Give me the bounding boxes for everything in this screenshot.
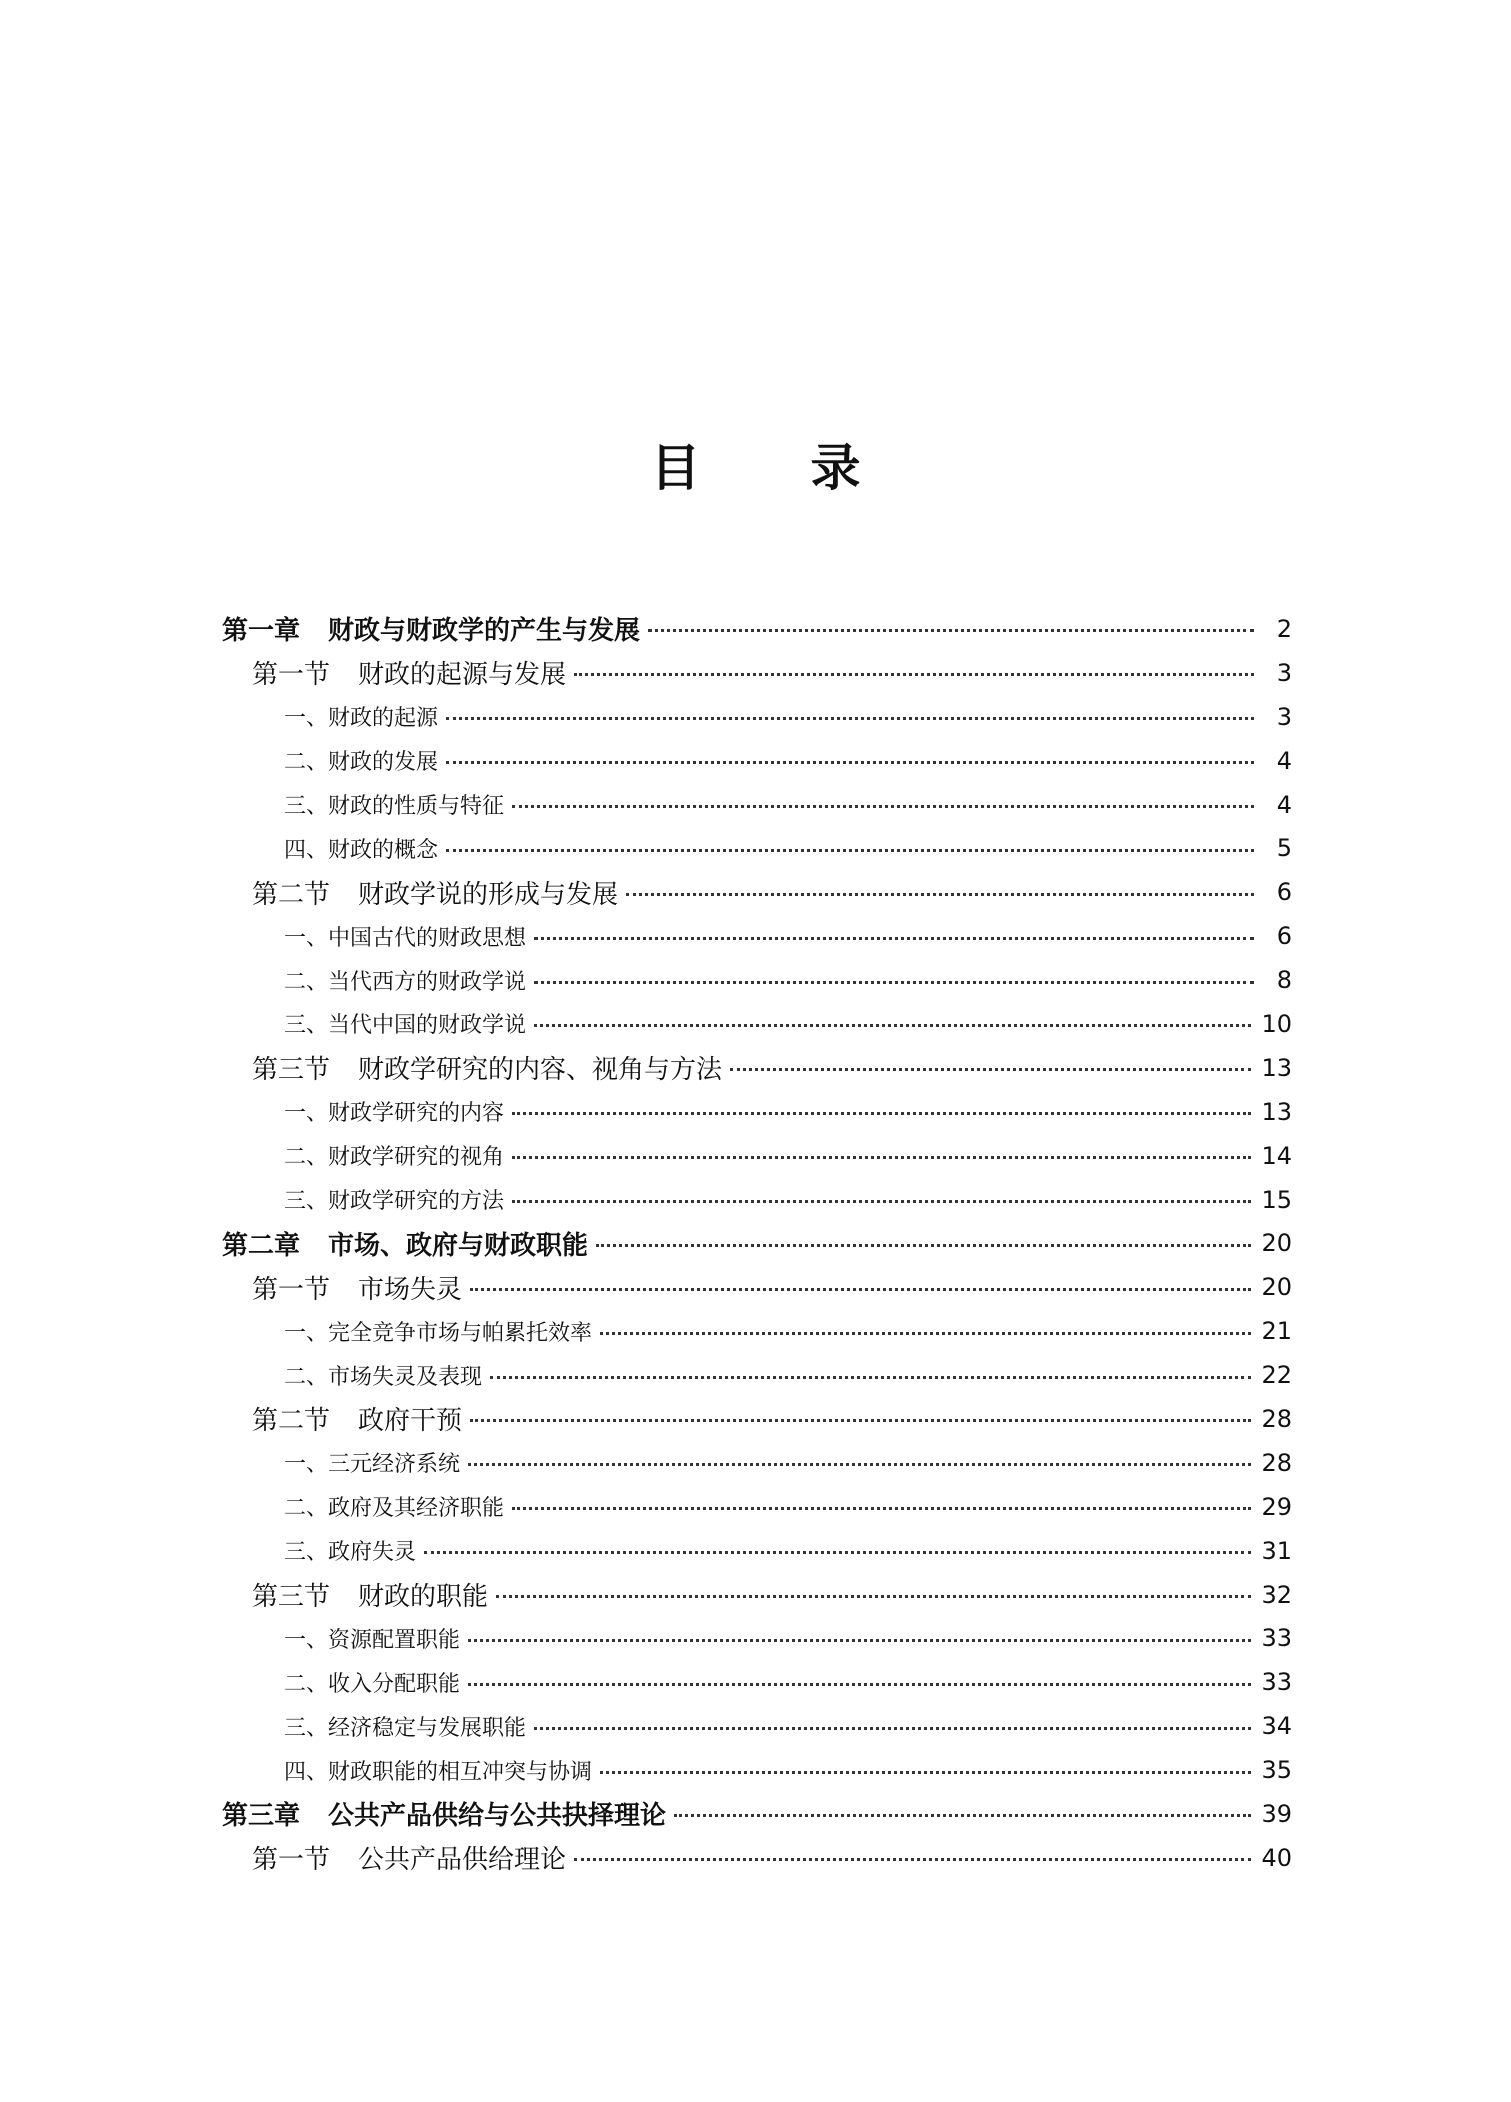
toc-section-row[interactable] [222,651,1292,695]
dot-leader [648,629,1254,632]
toc-section-row[interactable] [222,1265,1292,1309]
toc-entry-label [222,1711,526,1742]
dot-leader [512,1200,1251,1203]
toc-item-row[interactable] [222,826,1292,870]
toc-page-number: 2 [1276,614,1292,643]
toc-entry-number: 第三节 [252,1582,331,1613]
toc-item-row[interactable] [222,1748,1292,1792]
toc-entry-title: 一、完全竞争市场与帕累托效率 [284,1320,593,1346]
toc-entry-number: 第一节 [252,1845,331,1876]
toc-entry-title: 二、财政的发展 [284,750,439,776]
dot-leader [496,1595,1251,1598]
toc-chapter-row[interactable] [222,1792,1292,1836]
dot-leader [470,1288,1251,1291]
toc-entry-label [222,874,618,911]
toc-entry-label [222,833,438,864]
toc-page-number: 28 [1261,1404,1292,1433]
toc-section-row[interactable] [222,870,1292,914]
dot-leader [730,1068,1251,1071]
toc-entry-title: 四、财政的概念 [284,837,439,863]
toc-entry-number: 第一章 [222,616,301,647]
dot-leader [446,849,1254,852]
toc-entry-label [222,1400,462,1437]
toc-entry-label [222,1008,526,1039]
toc-page-number: 6 [1276,922,1292,951]
dot-leader [534,1727,1251,1730]
dot-leader [674,1814,1251,1817]
toc-entry-label [222,965,526,996]
toc-entry-title: 市场、政府与财政职能 [328,1230,589,1261]
page-title-char-1: 目 [650,439,701,497]
toc-entry-title: 一、资源配置职能 [284,1627,461,1653]
toc-page-number: 31 [1261,1536,1292,1565]
toc-entry-label [222,1755,592,1786]
toc-item-row[interactable] [222,1353,1292,1397]
dot-leader [600,1332,1251,1335]
toc-entry-label [222,654,566,691]
dot-leader [470,1419,1251,1422]
toc-entry-label [222,1623,460,1654]
toc-item-row[interactable] [222,1485,1292,1529]
toc-page-number: 28 [1261,1448,1292,1477]
dot-leader [600,1771,1251,1774]
toc-item-row[interactable] [222,1529,1292,1573]
toc-entry-label [222,1360,482,1391]
toc-entry-label [222,1535,416,1566]
toc-page-number: 13 [1261,1097,1292,1126]
toc-entry-title: 一、财政的起源 [284,706,439,732]
toc-entry-number: 第二章 [222,1230,301,1261]
toc-entry-title: 二、当代西方的财政学说 [284,969,527,995]
toc-chapter-row[interactable] [222,607,1292,651]
toc-page-number: 4 [1276,746,1292,775]
toc-entry-title: 三、经济稳定与发展职能 [284,1715,527,1741]
toc-page-number: 35 [1261,1756,1292,1785]
toc-entry-title: 三、财政学研究的方法 [284,1189,505,1215]
toc-entry-title: 财政的职能 [358,1582,489,1613]
toc-entry-title: 一、中国古代的财政思想 [284,925,527,951]
dot-leader [512,1156,1251,1159]
toc-page-number: 32 [1261,1580,1292,1609]
dot-leader [534,937,1254,940]
toc-page-number: 3 [1276,658,1292,687]
toc-entry-label [222,1316,592,1347]
toc-entry-label [222,745,438,776]
toc-entry-label [222,1667,460,1698]
toc-page-number: 33 [1261,1668,1292,1697]
toc-section-row[interactable] [222,1397,1292,1441]
dot-leader [424,1551,1251,1554]
toc-entry-label [222,1269,462,1306]
toc-entry-title: 二、财政学研究的视角 [284,1145,505,1171]
toc-page-number: 13 [1261,1053,1292,1082]
toc-item-row[interactable] [222,914,1292,958]
toc-entry-label [222,1795,666,1832]
toc-page-number: 34 [1261,1712,1292,1741]
dot-leader [446,717,1254,720]
page-title [0,428,1511,500]
toc-entry-label [222,1491,504,1522]
toc-entry-label [222,789,504,820]
dot-leader [574,673,1254,676]
toc-page-number: 3 [1276,702,1292,731]
toc-entry-title: 二、收入分配职能 [284,1671,461,1697]
toc-chapter-row[interactable] [222,1221,1292,1265]
dot-leader [468,1639,1251,1642]
toc-page-number: 5 [1276,834,1292,863]
toc-entry-label [222,1225,588,1262]
toc-entry-title: 公共产品供给与公共抉择理论 [328,1801,667,1832]
toc-section-row[interactable] [222,1046,1292,1090]
toc-page-number: 4 [1276,790,1292,819]
toc-entry-number: 第二节 [252,879,331,910]
toc-page-number: 20 [1261,1229,1292,1258]
toc-item-row[interactable] [222,695,1292,739]
dot-leader [574,1858,1251,1861]
toc-entry-title: 三、财政的性质与特征 [284,794,505,819]
toc-entry-label [222,701,438,732]
toc-entry-title: 三、当代中国的财政学说 [284,1013,527,1039]
toc-section-row[interactable] [222,1573,1292,1617]
table-of-contents [222,607,1292,1880]
toc-entry-number: 第三章 [222,1801,301,1832]
toc-entry-title: 财政学说的形成与发展 [358,879,619,910]
dot-leader [490,1376,1251,1379]
dot-leader [512,1112,1251,1115]
toc-entry-number: 第一节 [252,660,331,691]
toc-entry-title: 财政的起源与发展 [358,660,567,691]
toc-entry-label [222,921,526,952]
toc-page-number: 39 [1261,1799,1292,1828]
dot-leader [512,805,1254,808]
toc-entry-label [222,1184,504,1215]
toc-entry-title: 四、财政职能的相互冲突与协调 [284,1759,593,1785]
toc-entry-title: 三、政府失灵 [284,1540,417,1566]
dot-leader [626,893,1254,896]
toc-item-row[interactable] [222,739,1292,783]
toc-entry-number: 第一节 [252,1274,331,1305]
toc-item-row[interactable] [222,958,1292,1002]
toc-page-number: 40 [1261,1843,1292,1872]
toc-page-number: 21 [1261,1317,1292,1346]
toc-page-number: 14 [1261,1141,1292,1170]
toc-item-row[interactable] [222,1178,1292,1222]
toc-page-number: 6 [1276,878,1292,907]
toc-item-row[interactable] [222,1616,1292,1660]
page-title-char-2: 录 [810,439,861,497]
toc-section-row[interactable] [222,1836,1292,1880]
toc-page-number: 33 [1261,1624,1292,1653]
dot-leader [446,761,1254,764]
dot-leader [534,1024,1251,1027]
toc-item-row[interactable] [222,1660,1292,1704]
toc-page-number: 10 [1261,1009,1292,1038]
toc-entry-title: 一、财政学研究的内容 [284,1101,505,1127]
toc-page-number: 22 [1261,1361,1292,1390]
dot-leader [512,1507,1251,1510]
dot-leader [596,1244,1251,1247]
toc-item-row[interactable] [222,783,1292,827]
toc-item-row[interactable] [222,1002,1292,1046]
toc-entry-label [222,1576,488,1613]
toc-page-number: 20 [1261,1273,1292,1302]
toc-entry-label [222,610,640,647]
toc-page-number: 29 [1261,1492,1292,1521]
dot-leader [534,981,1254,984]
toc-item-row[interactable] [222,1134,1292,1178]
toc-entry-title: 政府干预 [358,1406,463,1437]
dot-leader [468,1683,1251,1686]
toc-entry-title: 公共产品供给理论 [358,1845,567,1876]
toc-item-row[interactable] [222,1704,1292,1748]
toc-entry-title: 财政学研究的内容、视角与方法 [358,1055,723,1086]
toc-entry-title: 一、三元经济系统 [284,1452,461,1478]
toc-entry-number: 第二节 [252,1406,331,1437]
toc-entry-label [222,1049,722,1086]
toc-entry-number: 第三节 [252,1055,331,1086]
toc-page-number: 8 [1276,966,1292,995]
toc-entry-title: 市场失灵 [358,1274,463,1305]
toc-entry-title: 二、政府及其经济职能 [284,1496,505,1522]
toc-entry-label [222,1140,504,1171]
dot-leader [468,1463,1251,1466]
toc-entry-label [222,1096,504,1127]
toc-page-number: 15 [1261,1185,1292,1214]
toc-entry-label [222,1839,566,1876]
toc-item-row[interactable] [222,1441,1292,1485]
toc-entry-title: 财政与财政学的产生与发展 [328,616,641,647]
toc-item-row[interactable] [222,1309,1292,1353]
toc-entry-title: 二、市场失灵及表现 [284,1364,483,1390]
toc-item-row[interactable] [222,1090,1292,1134]
toc-entry-label [222,1447,460,1478]
